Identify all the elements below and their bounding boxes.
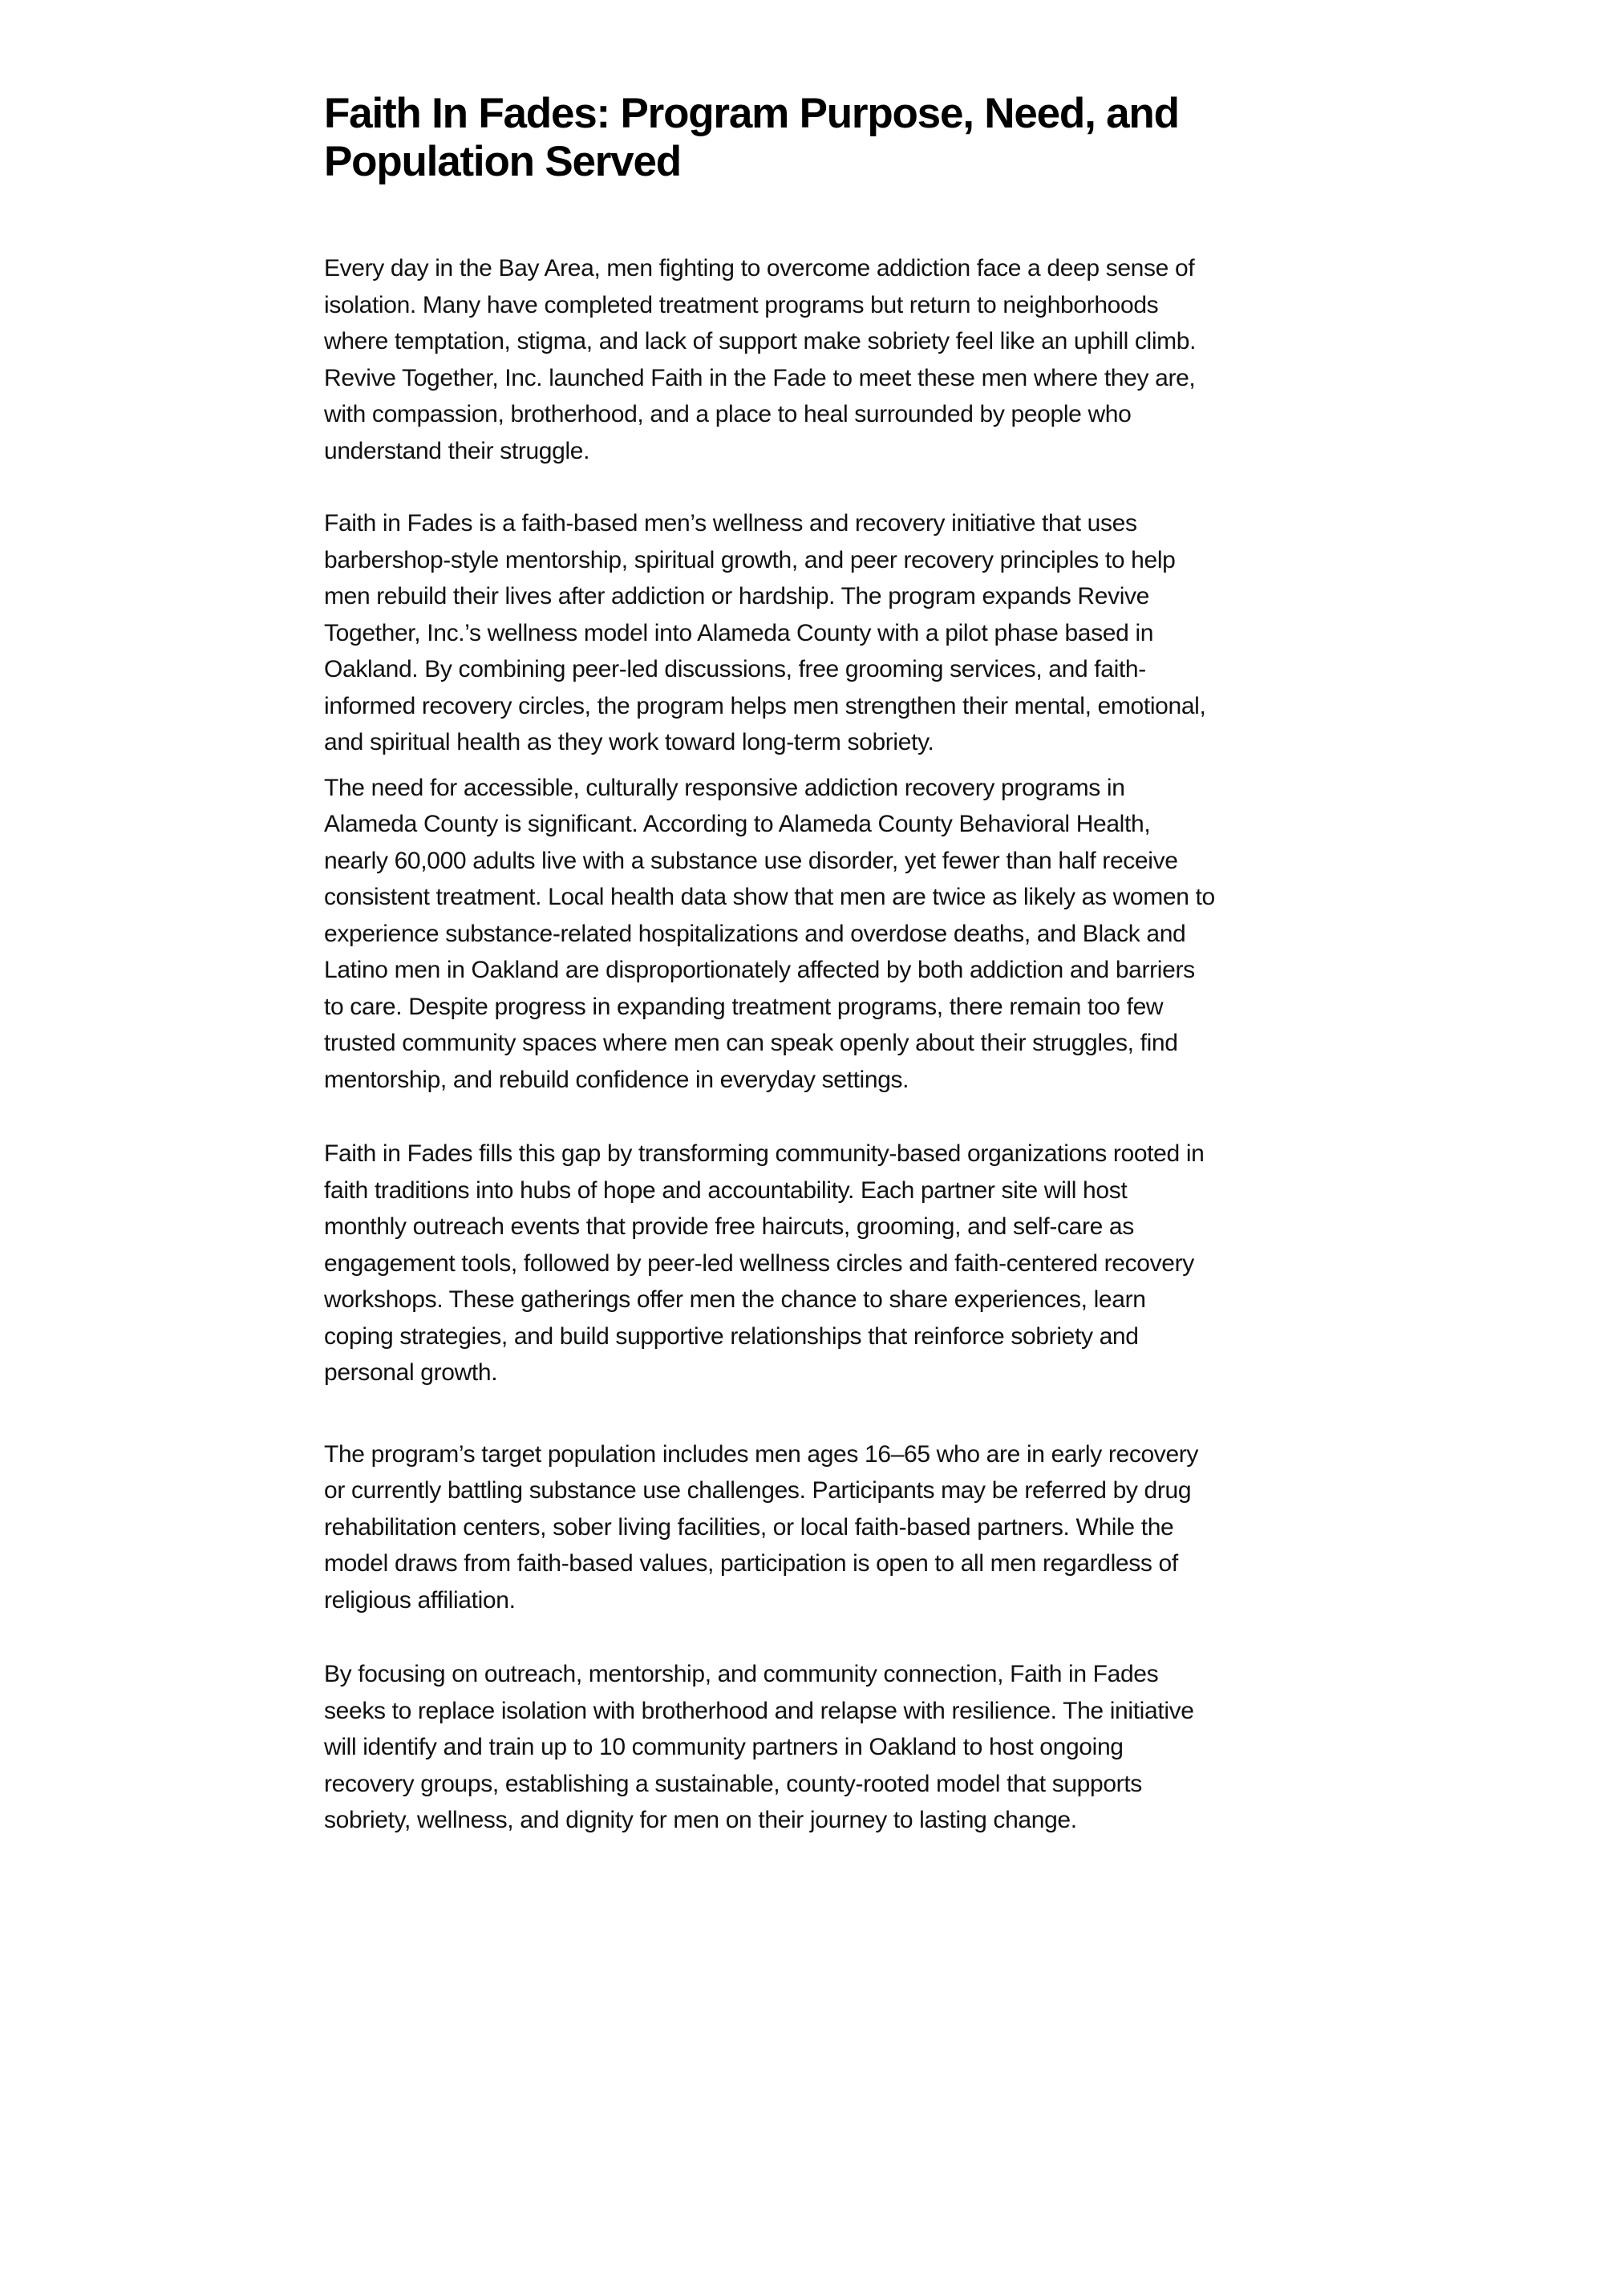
paragraph-line: and spiritual health as they work toward long-term sobriety. — [324, 729, 934, 755]
paragraph-line: recovery groups, establishing a sustainable, county-rooted model that supports — [324, 1770, 1142, 1797]
paragraph-line: men rebuild their lives after addiction or hardship. The program expands Revive — [324, 583, 1150, 609]
paragraph-line: Revive Together, Inc. launched Faith in the Fade to meet these men where they are, — [324, 364, 1196, 391]
paragraph-line: personal growth. — [324, 1359, 498, 1386]
paragraph-line: Faith in Fades fills this gap by transforming community-based organizations rooted in — [324, 1140, 1205, 1167]
paragraph-line: mentorship, and rebuild confidence in everyday settings. — [324, 1066, 909, 1093]
paragraph-4 — [324, 1136, 1286, 1391]
page-title — [324, 90, 1286, 186]
paragraph-line: experience substance-related hospitalizations and overdose deaths, and Black and — [324, 920, 1186, 947]
paragraph-6 — [324, 1656, 1286, 1839]
paragraph-line: sobriety, wellness, and dignity for men on their journey to lasting change. — [324, 1807, 1077, 1833]
paragraph-line: barbershop-style mentorship, spiritual growth, and peer recovery principles to help — [324, 546, 1176, 573]
paragraph-line: Latino men in Oakland are disproportionately affected by both addiction and barriers — [324, 957, 1195, 983]
paragraph-line: seeks to replace isolation with brotherhood and relapse with resilience. The initiative — [324, 1697, 1194, 1724]
paragraph-line: Faith in Fades is a faith-based men’s wellness and recovery initiative that uses — [324, 510, 1137, 537]
paragraph-line: trusted community spaces where men can speak openly about their struggles, find — [324, 1030, 1178, 1056]
paragraph-line: will identify and train up to 10 community partners in Oakland to host ongoing — [324, 1734, 1124, 1760]
paragraph-line: model draws from faith-based values, participation is open to all men regardless of — [324, 1550, 1178, 1577]
paragraph-3 — [324, 770, 1286, 1099]
paragraph-line: to care. Despite progress in expanding treatment programs, there remain too few — [324, 993, 1164, 1020]
paragraph-line: understand their struggle. — [324, 437, 590, 464]
paragraph-line: rehabilitation centers, sober living facilities, or local faith-based partners. While the — [324, 1513, 1174, 1541]
title-line: Faith In Fades: Program Purpose, Need, and — [324, 90, 1179, 137]
paragraph-line: The need for accessible, culturally responsive addiction recovery programs in — [324, 774, 1125, 801]
paragraph-line: where temptation, stigma, and lack of support make sobriety feel like an uphill climb. — [324, 328, 1197, 354]
paragraph-line: Every day in the Bay Area, men fighting to overcome addiction face a deep sense of — [324, 255, 1195, 281]
document-page — [324, 90, 1286, 1839]
paragraph-line: monthly outreach events that provide free haircuts, grooming, and self-care as — [324, 1213, 1134, 1240]
paragraph-line: coping strategies, and build supportive relationships that reinforce sobriety and — [324, 1322, 1139, 1350]
paragraph-line: with compassion, brotherhood, and a place to heal surrounded by people who — [324, 401, 1132, 427]
paragraph-line: isolation. Many have completed treatment programs but return to neighborhoods — [324, 291, 1159, 318]
paragraph-line: consistent treatment. Local health data show that men are twice as likely as women to — [324, 884, 1215, 910]
paragraph-line: Together, Inc.’s wellness model into Alameda County with a pilot phase based in — [324, 619, 1154, 646]
paragraph-line: religious affiliation. — [324, 1586, 516, 1614]
paragraph-line: nearly 60,000 adults live with a substance use disorder, yet fewer than half receive — [324, 847, 1178, 874]
paragraph-line: informed recovery circles, the program helps men strengthen their mental, emotional, — [324, 692, 1206, 719]
paragraph-line: Oakland. By combining peer-led discussions, free grooming services, and faith- — [324, 656, 1146, 682]
paragraph-5 — [324, 1436, 1286, 1619]
paragraph-line: faith traditions into hubs of hope and accountability. Each partner site will host — [324, 1176, 1128, 1204]
paragraph-line: workshops. These gatherings offer men the chance to share experiences, learn — [324, 1286, 1146, 1313]
title-line: Population Served — [324, 138, 681, 185]
paragraph-line: engagement tools, followed by peer-led wellness circles and faith-centered recovery — [324, 1249, 1194, 1277]
paragraph-line: Alameda County is significant. According to Alameda County Behavioral Health, — [324, 811, 1151, 837]
paragraph-1 — [324, 250, 1286, 469]
paragraph-line: The program’s target population includes men ages 16–65 who are in early recovery — [324, 1440, 1199, 1468]
paragraph-line: By focusing on outreach, mentorship, and community connection, Faith in Fades — [324, 1661, 1159, 1687]
document-body — [324, 250, 1286, 1839]
paragraph-line: or currently battling substance use challenges. Participants may be referred by drug — [324, 1477, 1192, 1504]
paragraph-2 — [324, 505, 1286, 761]
